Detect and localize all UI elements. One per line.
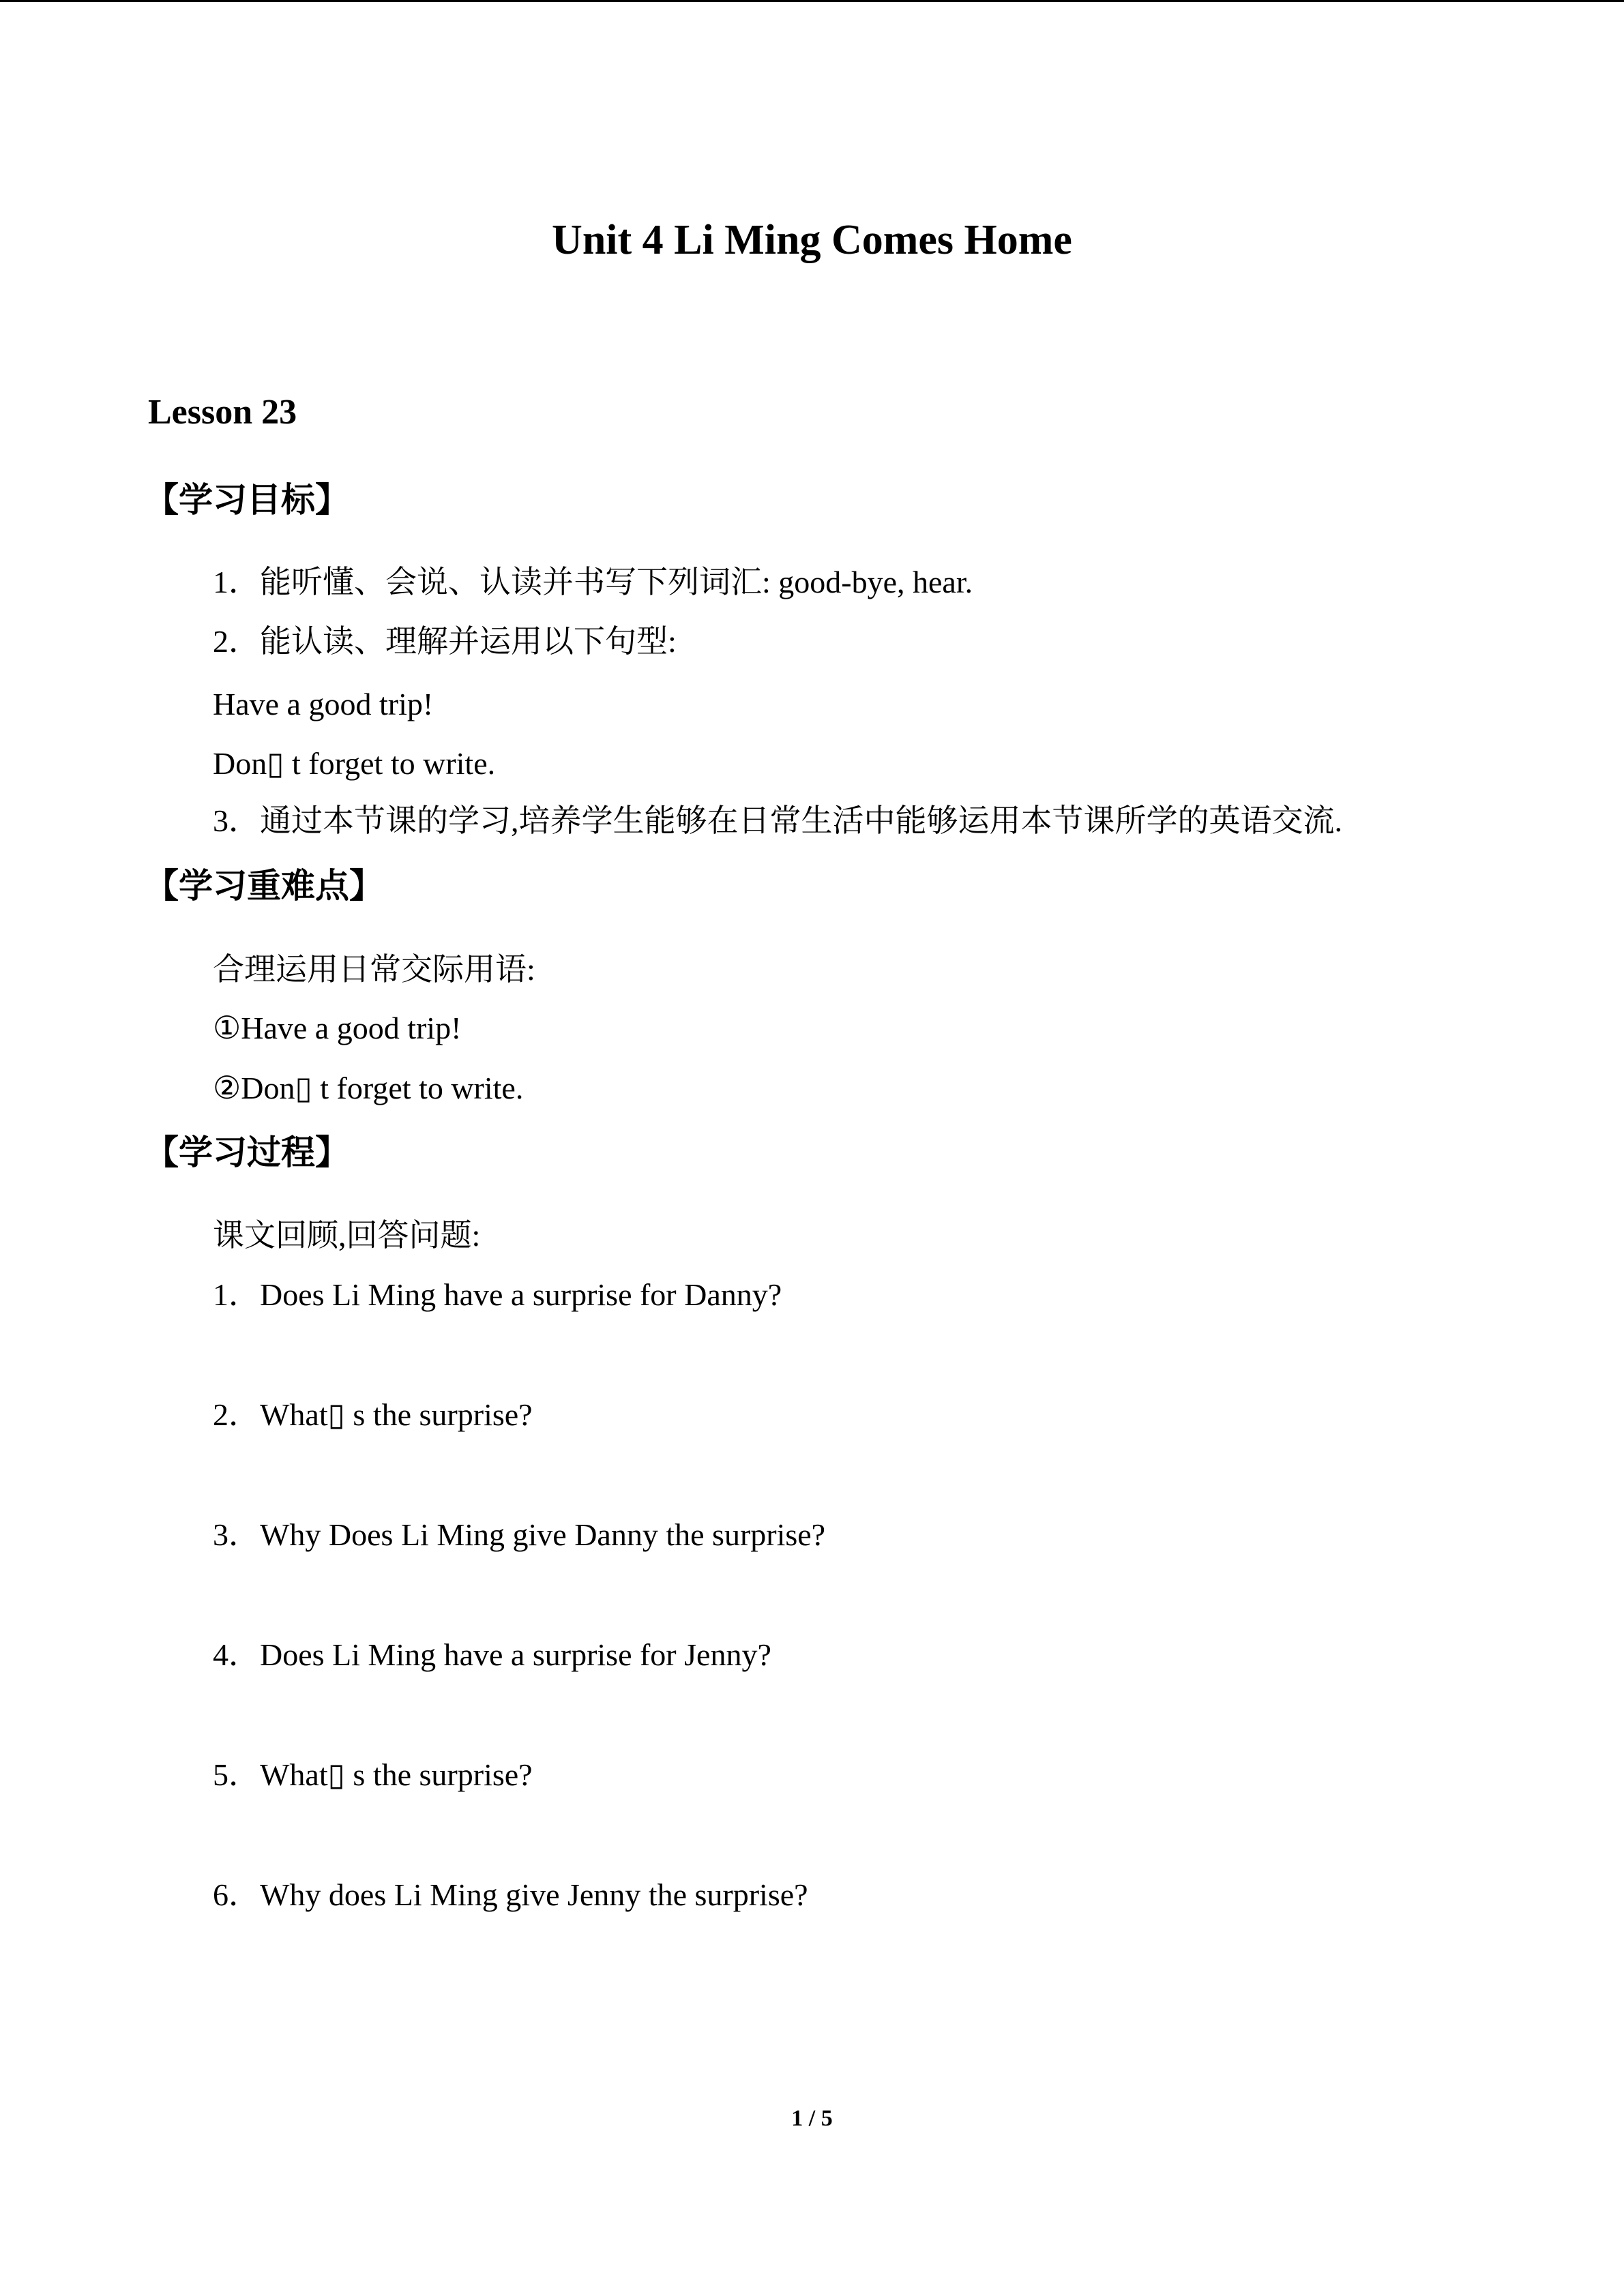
- objective-item-2: 2．能认读、理解并运用以下句型:: [213, 624, 677, 659]
- objective-item-1: 1．能听懂、会说、认读并书写下列词汇: good-bye, hear.: [213, 565, 973, 599]
- question-2: 2．What▯ s the surprise?: [213, 1397, 533, 1432]
- question-1: 1．Does Li Ming have a surprise for Danny?: [213, 1277, 782, 1312]
- key-points-heading: 【学习重难点】: [145, 866, 383, 906]
- objectives-heading: 【学习目标】: [145, 480, 349, 520]
- key-point-intro: 合理运用日常交际用语:: [213, 952, 535, 987]
- lesson-heading: Lesson 23: [148, 393, 297, 432]
- top-border-line: [0, 0, 1624, 2]
- key-point-2: ②Don▯ t forget to write.: [213, 1071, 524, 1105]
- question-3: 3．Why Does Li Ming give Danny the surprise?: [213, 1517, 826, 1552]
- page-number: 1 / 5: [791, 2106, 833, 2131]
- sentence-pattern-2: Don▯ t forget to write.: [213, 746, 496, 781]
- key-point-1: ①Have a good trip!: [213, 1011, 462, 1045]
- sentence-pattern-1: Have a good trip!: [213, 687, 434, 721]
- objective-item-3: 3．通过本节课的学习,培养学生能够在日常生活中能够运用本节课所学的英语交流.: [213, 803, 1342, 838]
- process-intro: 课文回顾,回答问题:: [213, 1218, 481, 1253]
- question-6: 6．Why does Li Ming give Jenny the surprise?: [213, 1877, 808, 1912]
- document-title: Unit 4 Li Ming Comes Home: [552, 217, 1072, 263]
- question-4: 4．Does Li Ming have a surprise for Jenny?: [213, 1637, 771, 1672]
- process-heading: 【学习过程】: [145, 1133, 349, 1172]
- question-5: 5．What▯ s the surprise?: [213, 1757, 533, 1792]
